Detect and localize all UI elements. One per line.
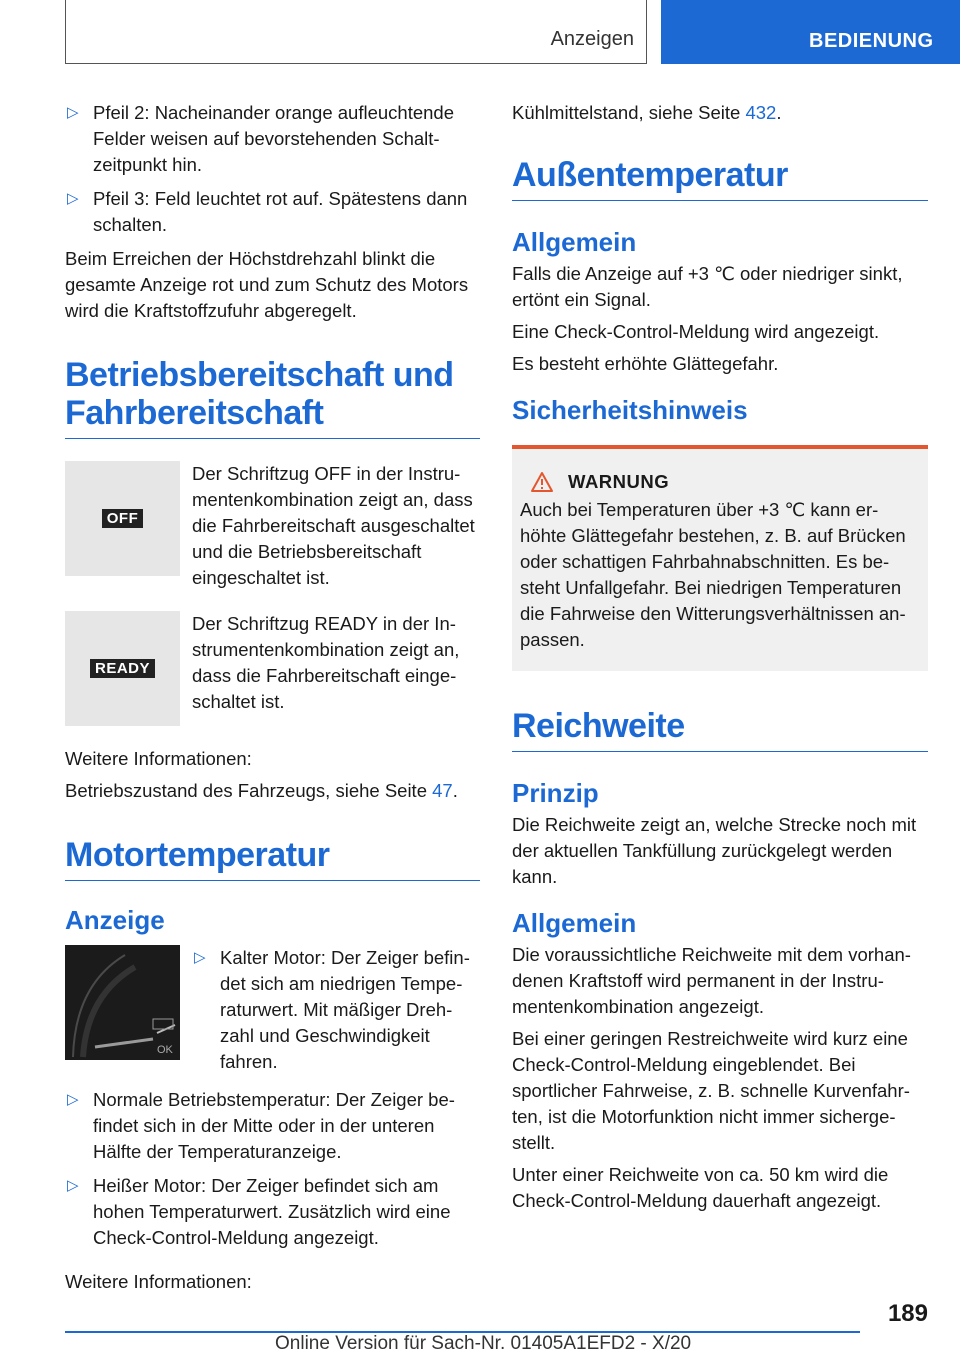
paragraph: Eine Check-Control-Meldung wird angezeigt. <box>512 321 880 342</box>
list-item: ▷ Kalter Motor: Der Zeiger befindet sich am niedrigen Temperaturwert. Mit mäßiger Drehzahl und Geschwindigkeit fahren. <box>194 947 470 1072</box>
heading-betriebsbereitschaft: Betriebsbereitschaft und Fahrbereitschaft <box>65 356 480 439</box>
off-figure-row <box>65 461 480 591</box>
warning-header <box>520 471 918 493</box>
list-item: ▷ Pfeil 3: Feld leuchtet rot auf. Spätestens dann schalten. <box>67 188 468 235</box>
paragraph: Es besteht erhöhte Glättegefahr. <box>512 353 779 374</box>
paragraph: Beim Erreichen der Höchstdrehzahl blinkt die gesamte Anzeige rot und zum Schutz des Motors wird die Kraftstoffzufuhr abgeregelt. <box>65 248 469 321</box>
gauge-figure-row <box>65 945 480 1075</box>
warning-box <box>512 445 928 671</box>
heading-allgemein-2: Allgemein <box>512 908 637 938</box>
heading-prinzip: Prinzip <box>512 778 599 808</box>
footer-online-version: Online Version für Sach-Nr. 01405A1EFD2 - X/20 <box>275 1333 692 1354</box>
ready-badge: READY <box>90 659 155 678</box>
warning-text: Auch bei Temperaturen über +3 ℃ kann erhöhte Glättegefahr bestehen, z. B. auf Brücken oder schattigen Fahrbahnabschnitten. Es besteht Unfallgefahr. Bei niedrigen Temperaturen die Fahrweise den Witterungsverhältnissen anpassen. <box>520 499 906 650</box>
triangle-bullet-icon: ▷ <box>67 1091 79 1108</box>
section-tab-bedienung[interactable]: BEDIENUNG <box>661 0 960 64</box>
heading-allgemein: Allgemein <box>512 227 637 257</box>
heading-motortemperatur: Motortemperatur <box>65 836 480 881</box>
off-description: Der Schriftzug OFF in der Instrumentenkombination zeigt an, dass die Fahrbereitschaft ausgeschaltet und die Betriebsbereitschaft eingeschaltet ist. <box>192 463 475 588</box>
triangle-bullet-icon: ▷ <box>67 190 79 207</box>
ready-display-image <box>65 611 180 726</box>
page-link-432[interactable]: 432 <box>745 102 777 123</box>
list-item: ▷ Pfeil 2: Nacheinander orange aufleuchtende Felder weisen auf bevorstehenden Schaltzeitpunkt hin. <box>67 102 455 175</box>
warning-triangle-icon <box>530 471 554 493</box>
cross-reference: Kühlmittelstand, siehe Seite 432. <box>512 102 782 123</box>
triangle-bullet-icon: ▷ <box>194 949 206 966</box>
off-badge: OFF <box>102 509 144 528</box>
paragraph: Falls die Anzeige auf +3 ℃ oder niedriger sinkt, ertönt ein Signal. <box>512 263 903 310</box>
temperature-gauge-image <box>65 945 180 1060</box>
heading-anzeige: Anzeige <box>65 905 165 935</box>
more-info-label: Weitere Informationen: <box>65 748 252 769</box>
heading-reichweite: Reichweite <box>512 707 928 752</box>
warning-label: WARNUNG <box>568 471 670 492</box>
left-column <box>65 100 480 1301</box>
heading-sicherheitshinweis: Sicherheitshinweis <box>512 395 748 425</box>
gauge-ok-label: OK <box>157 1044 173 1056</box>
off-display-image <box>65 461 180 576</box>
triangle-bullet-icon: ▷ <box>67 1177 79 1194</box>
ready-figure-row <box>65 611 480 726</box>
paragraph: Die voraussichtliche Reichweite mit dem vorhandenen Kraftstoff wird permanent in der Instrumentenkombination angezeigt. <box>512 944 911 1017</box>
header-title: Anzeigen <box>550 28 634 50</box>
list-item: ▷ Heißer Motor: Der Zeiger befindet sich am hohen Temperaturwert. Zusätzlich wird eine Check-Control-Meldung angezeigt. <box>67 1175 451 1248</box>
triangle-bullet-icon: ▷ <box>67 104 79 121</box>
paragraph: Bei einer geringen Restreichweite wird kurz eine Check-Control-Meldung eingeblendet. Bei sportlicher Fahrweise, z. B. schnelle Kurvenfahrten, ist die Motorfunktion nicht immer sichergestellt. <box>512 1028 910 1153</box>
ready-description: Der Schriftzug READY in der Instrumentenkombination zeigt an, dass die Fahrbereitschaft eingeschaltet ist. <box>192 613 460 712</box>
list-item: ▷ Normale Betriebstemperatur: Der Zeiger befindet sich in der Mitte oder in der unteren Hälfte der Temperaturanzeige. <box>67 1089 455 1162</box>
paragraph: Die Reichweite zeigt an, welche Strecke noch mit der aktuellen Tankfüllung zurückgelegt werden kann. <box>512 814 917 887</box>
more-info-label: Weitere Informationen: <box>65 1271 252 1292</box>
cross-reference: Betriebszustand des Fahrzeugs, siehe Seite 47. <box>65 780 458 801</box>
page-link-47[interactable]: 47 <box>432 780 453 801</box>
header-box <box>65 0 647 64</box>
heading-aussentemperatur: Außentemperatur <box>512 156 928 201</box>
paragraph: Unter einer Reichweite von ca. 50 km wird die Check-Control-Meldung dauerhaft angezeigt. <box>512 1164 889 1211</box>
page-number: 189 <box>887 1300 928 1327</box>
right-column <box>512 100 928 1220</box>
